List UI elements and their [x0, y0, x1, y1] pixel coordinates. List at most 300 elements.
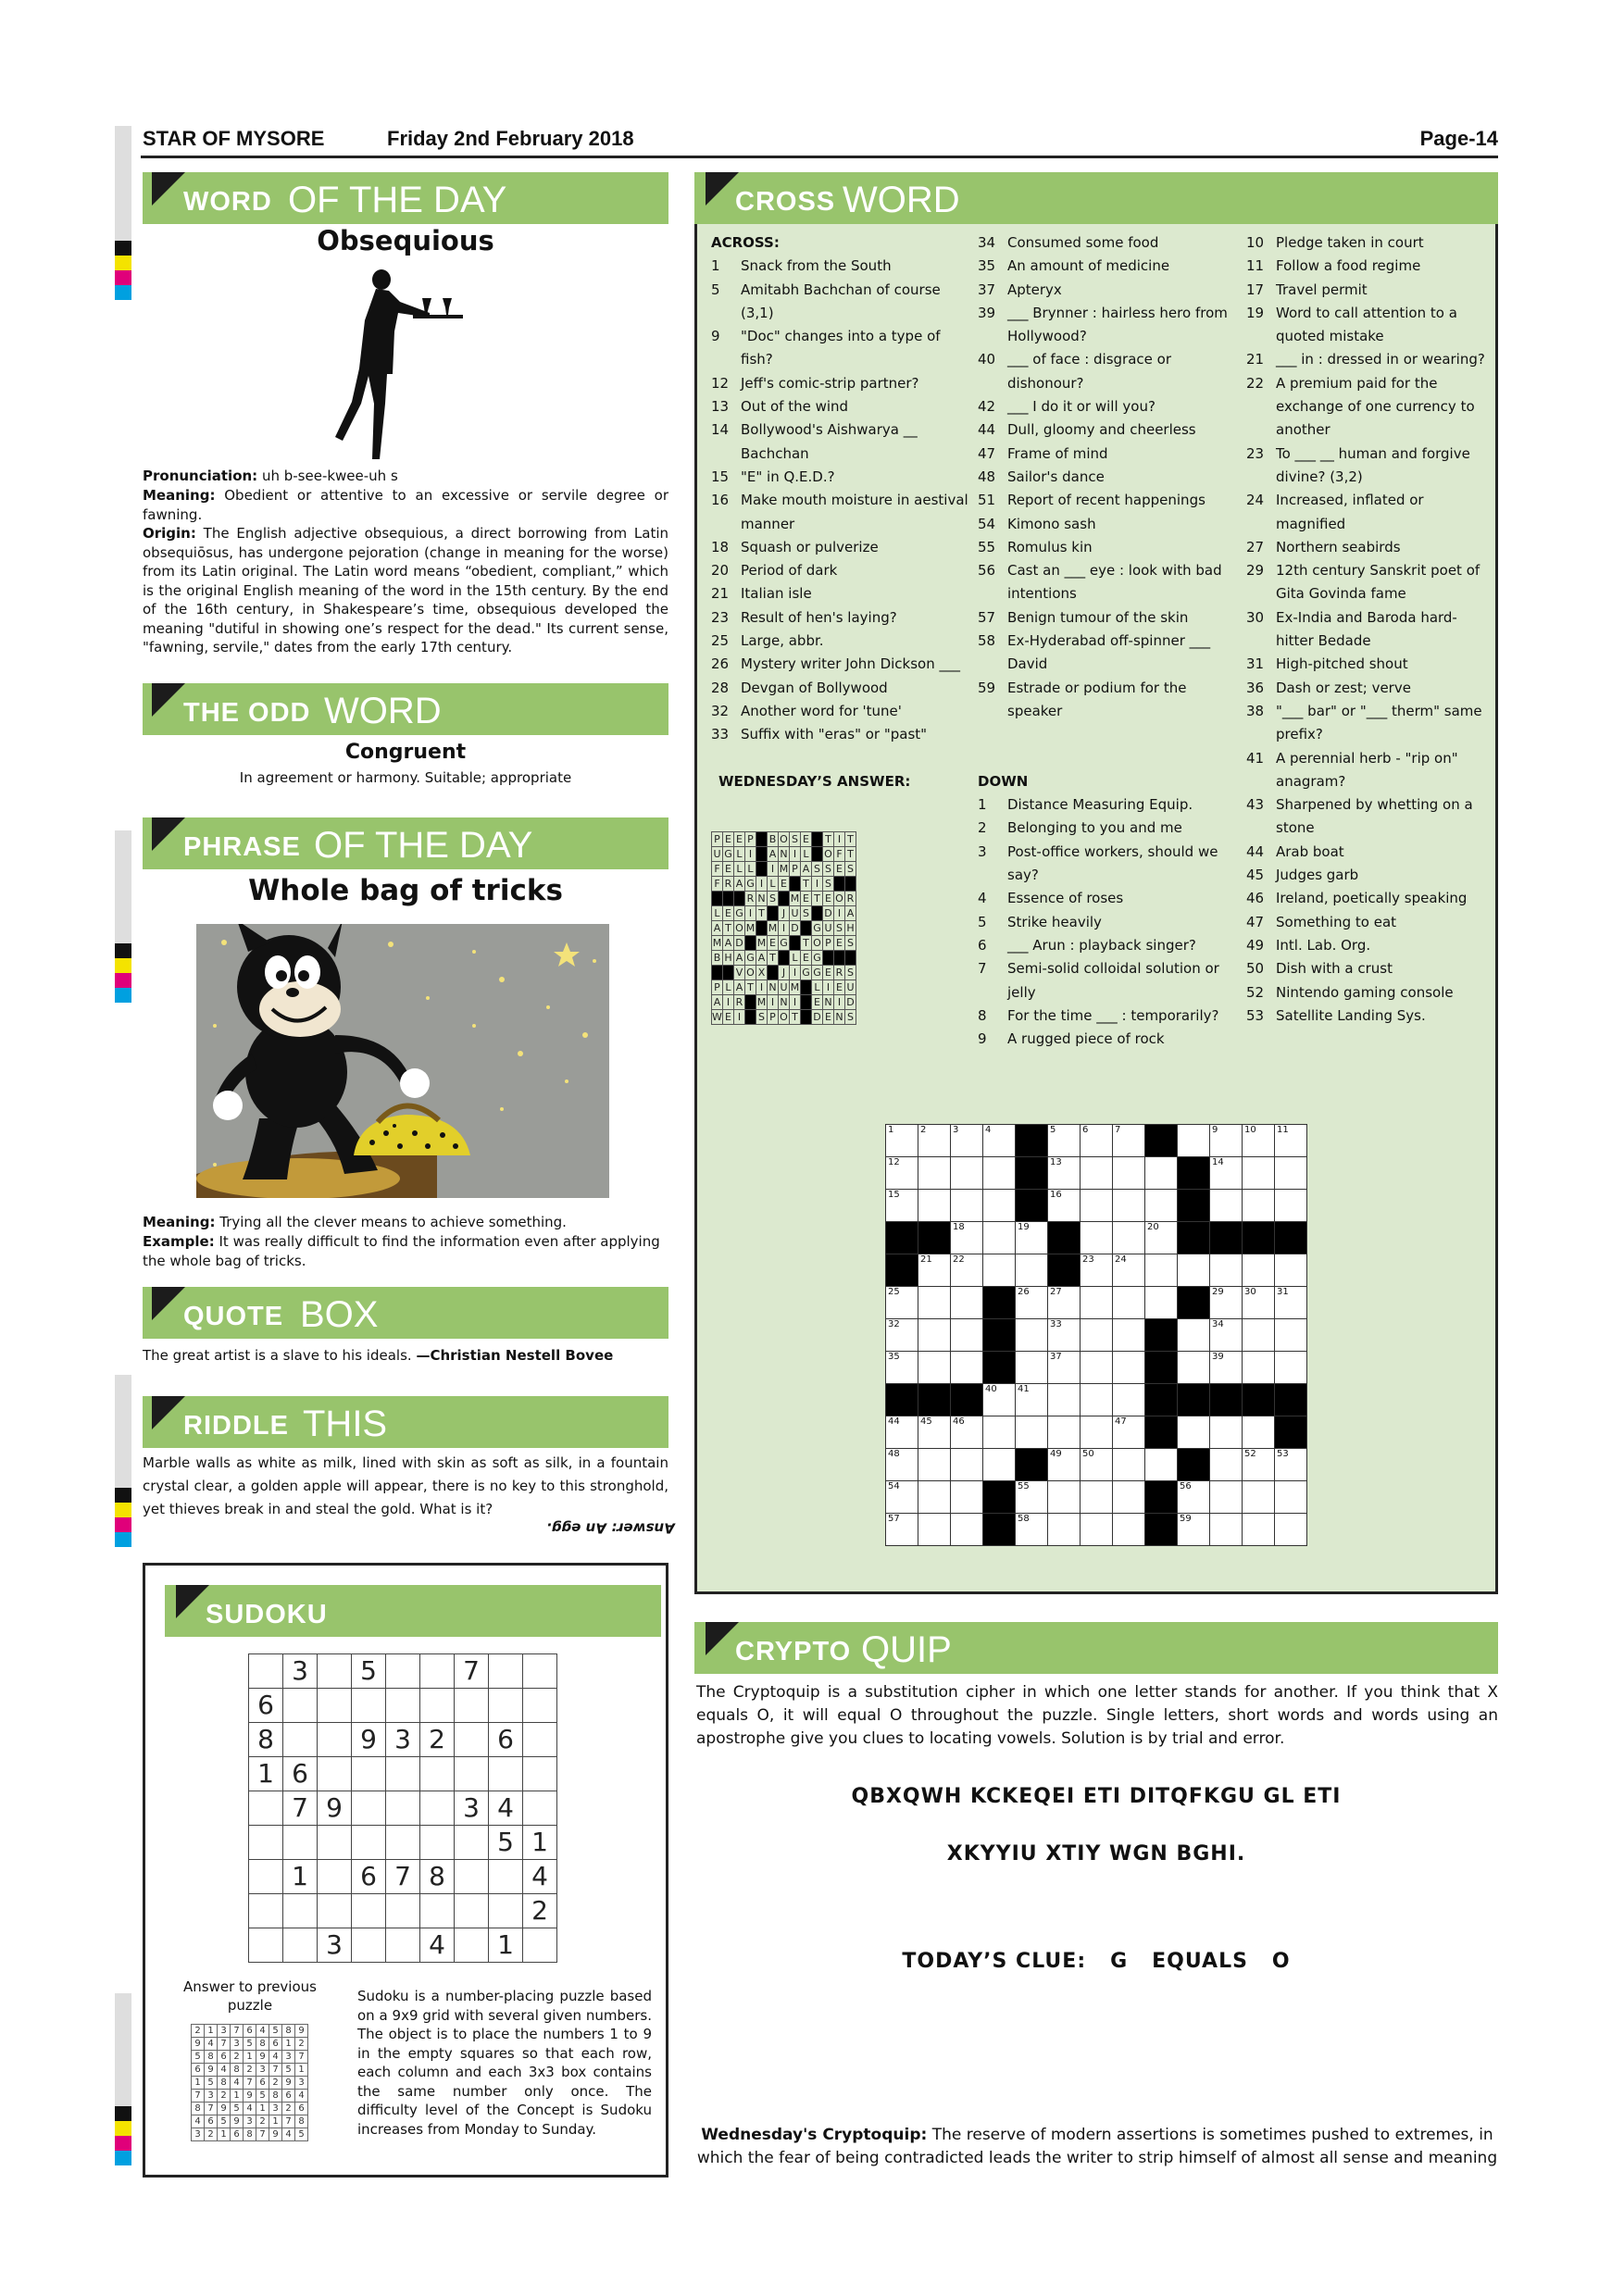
sudoku-cell[interactable]: [523, 1791, 557, 1826]
sudoku-cell[interactable]: [523, 1757, 557, 1791]
crossword-cell[interactable]: [1081, 1287, 1113, 1319]
sudoku-cell[interactable]: 6: [283, 1757, 318, 1791]
sudoku-cell[interactable]: [283, 1928, 318, 1963]
sudoku-cell[interactable]: 5: [352, 1654, 386, 1689]
crossword-cell[interactable]: [1243, 1514, 1275, 1546]
sudoku-answer-label: Answer to previous puzzle: [183, 1978, 317, 2014]
crossword-cell[interactable]: [1113, 1514, 1145, 1546]
crossword-cell[interactable]: [1048, 1449, 1081, 1481]
answer-cell: [756, 862, 768, 877]
sudoku-cell[interactable]: [352, 1689, 386, 1723]
answer-cell: I: [823, 980, 834, 995]
crossword-cell[interactable]: [1243, 1449, 1275, 1481]
crossword-cell[interactable]: [1178, 1254, 1210, 1287]
clue-text: Report of recent happenings: [1007, 492, 1206, 509]
crossword-cell[interactable]: [1113, 1287, 1145, 1319]
crossword-cell[interactable]: [1048, 1514, 1081, 1546]
sudoku-cell[interactable]: [352, 1826, 386, 1860]
sudoku-cell[interactable]: [249, 1894, 283, 1928]
crossword-cell[interactable]: [918, 1190, 951, 1222]
crossword-cell[interactable]: [951, 1287, 983, 1319]
sudoku-cell[interactable]: [352, 1894, 386, 1928]
crossword-cell[interactable]: [1178, 1481, 1210, 1514]
crossword-cell[interactable]: [1113, 1416, 1145, 1449]
crossword-cell[interactable]: [1210, 1319, 1243, 1352]
clue-text: Another word for 'tune': [741, 702, 902, 719]
sudoku-cell[interactable]: 7: [283, 1791, 318, 1826]
crossword-cell[interactable]: [1048, 1481, 1081, 1514]
sudoku-cell[interactable]: 1: [249, 1757, 283, 1791]
crossword-cell[interactable]: [1243, 1190, 1275, 1222]
crossword-cell[interactable]: [1275, 1352, 1307, 1384]
sudoku-cell[interactable]: [455, 1826, 489, 1860]
crossword-cell[interactable]: [1081, 1319, 1113, 1352]
crossword-cell[interactable]: [1016, 1352, 1048, 1384]
cell-number: 54: [888, 1481, 900, 1491]
crossword-cell[interactable]: [1178, 1352, 1210, 1384]
crossword-cell[interactable]: [886, 1416, 918, 1449]
clue-number: 53: [1246, 1006, 1265, 1024]
cell-number: 9: [1212, 1125, 1218, 1135]
crossword-clue: [711, 418, 970, 466]
crossword-cell[interactable]: [1113, 1319, 1145, 1352]
crossword-cell[interactable]: [918, 1125, 951, 1157]
sudoku-cell[interactable]: 2: [420, 1723, 455, 1757]
crossword-block: [1016, 1157, 1048, 1190]
crossword-cell[interactable]: [886, 1287, 918, 1319]
crossword-cell[interactable]: [1275, 1481, 1307, 1514]
answer-cell: [790, 936, 801, 951]
sudoku-answer-cell: 5: [192, 2051, 205, 2064]
crossword-cell[interactable]: [1048, 1190, 1081, 1222]
clue-text: ___ Arun : playback singer?: [1007, 936, 1196, 954]
clue-text: "E" in Q.E.D.?: [741, 468, 835, 485]
sudoku-cell[interactable]: 6: [489, 1723, 523, 1757]
crossword-cell[interactable]: [1081, 1449, 1113, 1481]
crossword-cell[interactable]: [1178, 1416, 1210, 1449]
sudoku-cell[interactable]: [455, 1928, 489, 1963]
crossword-cell[interactable]: [1016, 1254, 1048, 1287]
sudoku-cell[interactable]: [249, 1860, 283, 1894]
print-mark-yellow: [115, 1503, 131, 1517]
crossword-cell[interactable]: [983, 1190, 1016, 1222]
crossword-cell[interactable]: [951, 1449, 983, 1481]
crossword-cell[interactable]: [951, 1190, 983, 1222]
sudoku-cell[interactable]: 7: [455, 1654, 489, 1689]
clue-number: 29: [1246, 562, 1265, 580]
crossword-cell[interactable]: [1210, 1416, 1243, 1449]
sudoku-cell[interactable]: 8: [249, 1723, 283, 1757]
answer-cell: U: [712, 847, 723, 862]
answer-cell: [723, 892, 734, 906]
crossword-cell[interactable]: [1178, 1125, 1210, 1157]
crossword-cell[interactable]: [1210, 1157, 1243, 1190]
sudoku-cell[interactable]: 2: [523, 1894, 557, 1928]
sudoku-cell[interactable]: [523, 1928, 557, 1963]
crossword-cell[interactable]: [1145, 1190, 1178, 1222]
crossword-cell[interactable]: [1275, 1254, 1307, 1287]
sudoku-answer-cell: 8: [218, 2077, 231, 2090]
crossword-cell[interactable]: [1178, 1319, 1210, 1352]
crossword-cell[interactable]: [1275, 1125, 1307, 1157]
crossword-cell[interactable]: [951, 1125, 983, 1157]
crossword-cell[interactable]: [1081, 1352, 1113, 1384]
answer-cell: D: [734, 936, 745, 951]
crossword-cell[interactable]: [951, 1222, 983, 1254]
sudoku-cell[interactable]: [386, 1654, 420, 1689]
across-column-2: [978, 231, 1237, 1051]
sudoku-cell[interactable]: 3: [455, 1791, 489, 1826]
crossword-cell[interactable]: [1016, 1481, 1048, 1514]
sudoku-cell[interactable]: [318, 1826, 352, 1860]
crossword-cell[interactable]: [1113, 1190, 1145, 1222]
crossword-cell[interactable]: [1016, 1514, 1048, 1546]
crossword-cell[interactable]: [1016, 1287, 1048, 1319]
crossword-cell[interactable]: [1048, 1125, 1081, 1157]
meaning-text: Obedient or attentive to an excessive or servile degree or fawning.: [143, 487, 668, 523]
sudoku-cell[interactable]: [386, 1791, 420, 1826]
sudoku-cell[interactable]: [420, 1757, 455, 1791]
clue-number: 36: [1246, 679, 1265, 696]
sudoku-cell[interactable]: [420, 1791, 455, 1826]
sudoku-cell[interactable]: 3: [386, 1723, 420, 1757]
crossword-cell[interactable]: [918, 1157, 951, 1190]
crossword-cell[interactable]: [1113, 1125, 1145, 1157]
quote-text: [143, 1346, 668, 1366]
sudoku-cell[interactable]: [489, 1894, 523, 1928]
crossword-clue: [711, 489, 970, 536]
crossword-cell[interactable]: [1016, 1384, 1048, 1416]
sudoku-cell[interactable]: [523, 1689, 557, 1723]
crossword-cell[interactable]: [1048, 1157, 1081, 1190]
sudoku-cell[interactable]: [352, 1791, 386, 1826]
crossword-clue: [978, 348, 1237, 395]
cell-number: 1: [888, 1125, 894, 1135]
print-mark-black: [115, 943, 131, 958]
crossword-cell[interactable]: [951, 1416, 983, 1449]
crossword-cell[interactable]: [951, 1254, 983, 1287]
print-mark-yellow: [115, 958, 131, 973]
clue-number: 47: [978, 444, 996, 462]
sudoku-cell[interactable]: [386, 1757, 420, 1791]
answer-cell: L: [723, 980, 734, 995]
crossword-cell[interactable]: [1243, 1481, 1275, 1514]
sudoku-cell[interactable]: [318, 1654, 352, 1689]
crossword-cell[interactable]: [1243, 1287, 1275, 1319]
crossword-cell[interactable]: [1081, 1190, 1113, 1222]
crossword-clue: [978, 536, 1237, 559]
cell-number: 19: [1018, 1222, 1030, 1232]
crossword-cell[interactable]: [951, 1352, 983, 1384]
crossword-cell[interactable]: [1210, 1481, 1243, 1514]
crossword-cell[interactable]: [1048, 1384, 1081, 1416]
crossword-cell[interactable]: [983, 1416, 1016, 1449]
sudoku-cell[interactable]: [318, 1860, 352, 1894]
sudoku-cell[interactable]: [386, 1826, 420, 1860]
sudoku-cell[interactable]: 3: [283, 1654, 318, 1689]
sudoku-answer-cell: 1: [231, 2090, 244, 2103]
crossword-cell[interactable]: [1210, 1514, 1243, 1546]
crossword-cell[interactable]: [1145, 1157, 1178, 1190]
crossword-cell[interactable]: [1275, 1287, 1307, 1319]
crossword-cell[interactable]: [1243, 1157, 1275, 1190]
crossword-cell[interactable]: [918, 1287, 951, 1319]
crossword-cell[interactable]: [1048, 1319, 1081, 1352]
cell-number: 45: [920, 1416, 932, 1427]
answer-cell: R: [723, 877, 734, 892]
sudoku-cell[interactable]: 7: [386, 1860, 420, 1894]
crossword-cell[interactable]: [1210, 1352, 1243, 1384]
sudoku-cell[interactable]: [420, 1689, 455, 1723]
crossword-cell[interactable]: [886, 1319, 918, 1352]
crossword-cell[interactable]: [886, 1514, 918, 1546]
crossword-clue: [711, 325, 970, 372]
crossword-cell[interactable]: [918, 1254, 951, 1287]
phrase-example-text: It was really difficult to find the information even after applying the whole bag of tricks.: [143, 1233, 660, 1269]
sudoku-cell[interactable]: 6: [352, 1860, 386, 1894]
quote-body: The great artist is a slave to his ideals.: [143, 1347, 417, 1364]
crossword-cell[interactable]: [1243, 1319, 1275, 1352]
crossword-cell[interactable]: [1178, 1514, 1210, 1546]
sudoku-cell[interactable]: [455, 1723, 489, 1757]
crossword-cell[interactable]: [1275, 1190, 1307, 1222]
sudoku-cell[interactable]: 8: [420, 1860, 455, 1894]
sudoku-cell[interactable]: 1: [523, 1826, 557, 1860]
crossword-grid[interactable]: [885, 1124, 1307, 1546]
answer-cell: G: [745, 877, 756, 892]
crossword-cell[interactable]: [918, 1514, 951, 1546]
crossword-cell[interactable]: [1145, 1222, 1178, 1254]
sudoku-cell[interactable]: [489, 1757, 523, 1791]
sudoku-cell[interactable]: 1: [283, 1860, 318, 1894]
sudoku-cell[interactable]: [386, 1894, 420, 1928]
crossword-cell[interactable]: [983, 1157, 1016, 1190]
crossword-cell[interactable]: [1210, 1287, 1243, 1319]
crossword-cell[interactable]: [1243, 1352, 1275, 1384]
crossword-cell[interactable]: [1113, 1481, 1145, 1514]
crossword-cell[interactable]: [951, 1157, 983, 1190]
sudoku-cell[interactable]: [249, 1654, 283, 1689]
crossword-cell[interactable]: [1081, 1384, 1113, 1416]
sudoku-cell[interactable]: [318, 1723, 352, 1757]
sudoku-cell[interactable]: [283, 1723, 318, 1757]
crossword-cell[interactable]: [983, 1125, 1016, 1157]
crossword-cell[interactable]: [886, 1449, 918, 1481]
crossword-cell[interactable]: [1145, 1449, 1178, 1481]
crossword-clue: [978, 279, 1237, 302]
crossword-block: [983, 1514, 1016, 1546]
sudoku-cell[interactable]: [489, 1689, 523, 1723]
crossword-clue: [711, 723, 970, 746]
answer-cell: [712, 892, 723, 906]
sudoku-cell[interactable]: [420, 1654, 455, 1689]
answer-cell: I: [834, 906, 845, 921]
crossword-cell[interactable]: [1113, 1222, 1145, 1254]
sudoku-cell[interactable]: [455, 1860, 489, 1894]
crossword-cell[interactable]: [1275, 1514, 1307, 1546]
answer-cell: F: [712, 862, 723, 877]
crossword-cell[interactable]: [918, 1319, 951, 1352]
origin-label: Origin:: [143, 525, 196, 542]
sudoku-cell[interactable]: 3: [318, 1928, 352, 1963]
sudoku-cell[interactable]: [283, 1689, 318, 1723]
answer-cell: [745, 995, 756, 1010]
crossword-cell[interactable]: [918, 1416, 951, 1449]
answer-cell: E: [834, 862, 845, 877]
sudoku-cell[interactable]: 6: [249, 1689, 283, 1723]
crossword-cell[interactable]: [1048, 1287, 1081, 1319]
crossword-cell[interactable]: [1145, 1254, 1178, 1287]
crossword-block: [1275, 1222, 1307, 1254]
sudoku-cell[interactable]: [283, 1826, 318, 1860]
sudoku-cell[interactable]: [318, 1689, 352, 1723]
crossword-cell[interactable]: [1210, 1125, 1243, 1157]
crossword-cell[interactable]: [1113, 1157, 1145, 1190]
crossword-cell[interactable]: [1243, 1254, 1275, 1287]
cell-number: 18: [953, 1222, 965, 1232]
sudoku-answer-cell: 2: [295, 2038, 308, 2051]
crossword-cell[interactable]: [1113, 1449, 1145, 1481]
crossword-cell[interactable]: [886, 1157, 918, 1190]
sudoku-cell[interactable]: [386, 1689, 420, 1723]
sudoku-cell[interactable]: 4: [523, 1860, 557, 1894]
print-mark-magenta: [115, 1517, 131, 1532]
answer-cell: A: [712, 995, 723, 1010]
crossword-cell[interactable]: [886, 1190, 918, 1222]
sudoku-cell[interactable]: [489, 1860, 523, 1894]
crossword-clue: [1246, 348, 1489, 371]
crossword-cell[interactable]: [886, 1481, 918, 1514]
crossword-cell[interactable]: [918, 1352, 951, 1384]
crossword-cell[interactable]: [1081, 1222, 1113, 1254]
sudoku-cell[interactable]: [523, 1723, 557, 1757]
crossword-cell[interactable]: [951, 1481, 983, 1514]
crossword-cell[interactable]: [1081, 1514, 1113, 1546]
print-mark-strip: [115, 126, 131, 241]
sudoku-cell[interactable]: [386, 1928, 420, 1963]
clue-text: Consumed some food: [1007, 234, 1159, 251]
crossword-cell[interactable]: [983, 1254, 1016, 1287]
sudoku-cell[interactable]: [352, 1928, 386, 1963]
sudoku-cell[interactable]: [249, 1791, 283, 1826]
sudoku-cell[interactable]: [352, 1757, 386, 1791]
crossword-cell[interactable]: [983, 1222, 1016, 1254]
sudoku-cell[interactable]: [420, 1894, 455, 1928]
crossword-cell[interactable]: [951, 1514, 983, 1546]
answer-cell: W: [712, 1011, 722, 1023]
sudoku-cell[interactable]: [523, 1654, 557, 1689]
crossword-cell[interactable]: [1243, 1416, 1275, 1449]
crossword-cell[interactable]: [1275, 1319, 1307, 1352]
crossword-block: [1145, 1384, 1178, 1416]
sudoku-cell[interactable]: [455, 1894, 489, 1928]
clue-number: 42: [978, 398, 996, 416]
sudoku-cell[interactable]: [249, 1826, 283, 1860]
sudoku-cell[interactable]: [318, 1757, 352, 1791]
crossword-cell[interactable]: [1016, 1222, 1048, 1254]
clue-text: "___ bar" or "___ therm" same prefix?: [1276, 702, 1482, 743]
crossword-cell[interactable]: [1145, 1287, 1178, 1319]
crossword-cell[interactable]: [983, 1449, 1016, 1481]
crossword-cell[interactable]: [1048, 1352, 1081, 1384]
crossword-cell[interactable]: [1243, 1125, 1275, 1157]
crossword-cell[interactable]: [1081, 1416, 1113, 1449]
sudoku-cell[interactable]: [318, 1894, 352, 1928]
crossword-block: [951, 1384, 983, 1416]
cell-number: 20: [1147, 1222, 1159, 1232]
sudoku-cell[interactable]: [455, 1689, 489, 1723]
answer-cell: V: [734, 966, 745, 980]
banner-corner: [706, 172, 739, 206]
crossword-cell[interactable]: [1210, 1449, 1243, 1481]
crossword-cell[interactable]: [1113, 1352, 1145, 1384]
sudoku-answer-cell: 4: [269, 2051, 282, 2064]
sudoku-answer-cell: 3: [295, 2077, 308, 2090]
crossword-cell[interactable]: [918, 1449, 951, 1481]
crossword-cell[interactable]: [983, 1384, 1016, 1416]
answer-cell: H: [723, 951, 734, 966]
crossword-cell[interactable]: [1210, 1254, 1243, 1287]
sudoku-cell[interactable]: [283, 1894, 318, 1928]
cell-number: 40: [985, 1384, 997, 1394]
clue-number: 21: [711, 585, 730, 603]
crossword-block: [1048, 1254, 1081, 1287]
crossword-cell[interactable]: [886, 1125, 918, 1157]
crossword-cell[interactable]: [918, 1481, 951, 1514]
sudoku-cell[interactable]: 9: [318, 1791, 352, 1826]
sudoku-cell[interactable]: [249, 1928, 283, 1963]
sudoku-answer-cell: 2: [256, 2115, 269, 2128]
crossword-cell[interactable]: [1081, 1481, 1113, 1514]
sudoku-cell[interactable]: [420, 1826, 455, 1860]
crossword-cell[interactable]: [1210, 1190, 1243, 1222]
crossword-cell[interactable]: [1275, 1449, 1307, 1481]
clue-number: 10: [1246, 234, 1265, 251]
sudoku-cell[interactable]: 1: [489, 1928, 523, 1963]
crossword-block: [1210, 1384, 1243, 1416]
crossword-cell[interactable]: [1275, 1157, 1307, 1190]
crossword-cell[interactable]: [1113, 1254, 1145, 1287]
sudoku-answer-cell: 1: [282, 2038, 295, 2051]
crossword-cell[interactable]: [951, 1319, 983, 1352]
sudoku-answer-cell: 6: [231, 2128, 244, 2141]
sudoku-cell[interactable]: 5: [489, 1826, 523, 1860]
crossword-cell[interactable]: [1016, 1416, 1048, 1449]
answer-cell: T: [756, 906, 768, 921]
crossword-cell[interactable]: [1048, 1416, 1081, 1449]
crossword-cell[interactable]: [1016, 1319, 1048, 1352]
sudoku-cell[interactable]: [489, 1654, 523, 1689]
crossword-block: [886, 1254, 918, 1287]
answer-cell: [779, 951, 790, 966]
clue-text: Result of hen's laying?: [741, 608, 897, 626]
crossword-cell[interactable]: [1113, 1384, 1145, 1416]
crossword-cell[interactable]: [1081, 1125, 1113, 1157]
sudoku-cell[interactable]: 9: [352, 1723, 386, 1757]
sudoku-cell[interactable]: 4: [420, 1928, 455, 1963]
clue-text: Ex-India and Baroda hard-hitter Bedade: [1276, 608, 1457, 650]
crossword-cell[interactable]: [1081, 1157, 1113, 1190]
crossword-cell[interactable]: [1081, 1254, 1113, 1287]
sudoku-cell[interactable]: [455, 1757, 489, 1791]
crossword-clue: [1246, 302, 1489, 349]
crossword-cell[interactable]: [886, 1352, 918, 1384]
crossword-clue: [978, 395, 1237, 418]
sudoku-answer-cell: 1: [256, 2103, 269, 2115]
answer-cell: H: [845, 921, 856, 936]
clue-number: 37: [978, 281, 996, 298]
sudoku-cell[interactable]: 4: [489, 1791, 523, 1826]
